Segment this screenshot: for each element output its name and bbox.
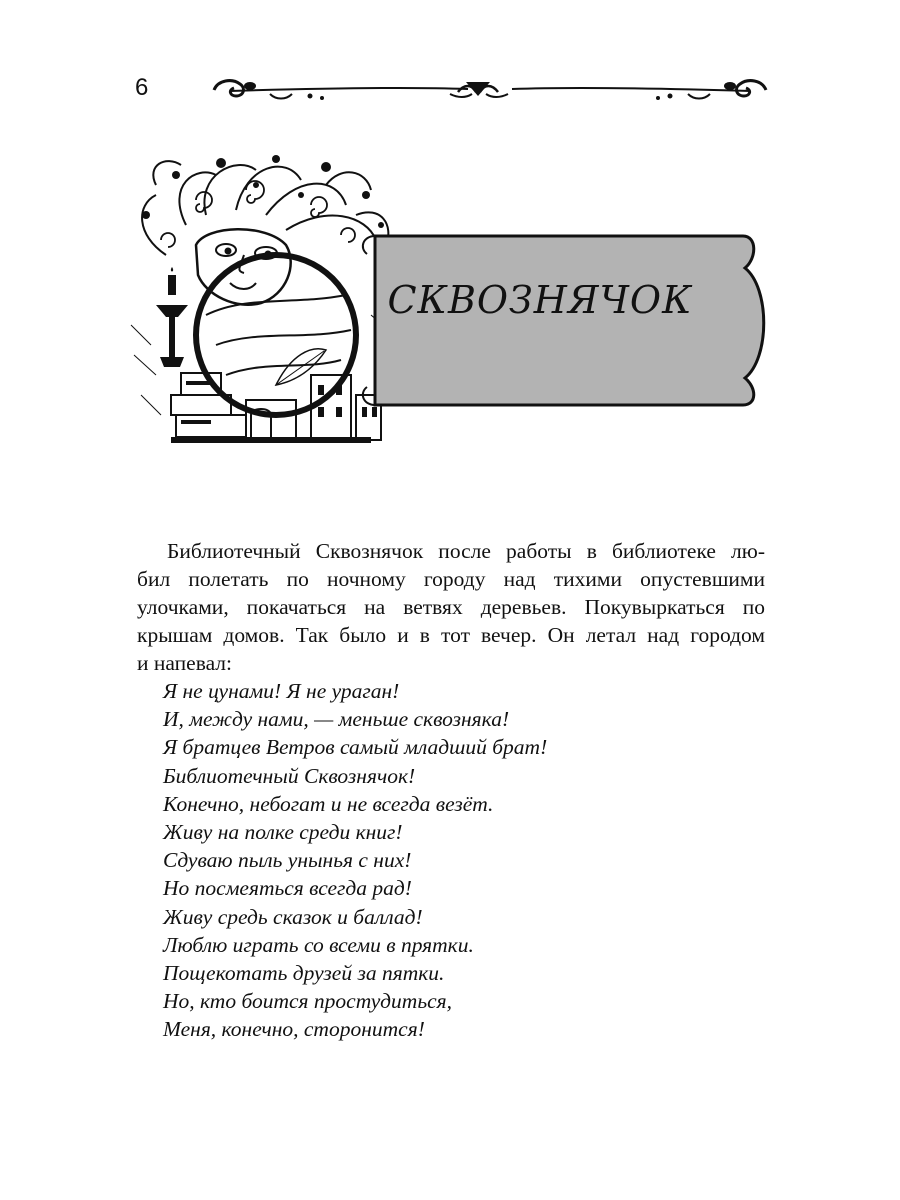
poem-verse: Живу средь сказок и баллад! <box>163 904 423 929</box>
poem-verse: Живу на полке среди книг! <box>163 820 403 845</box>
poem-verse: Я не цунами! Я не ураган! <box>163 679 400 703</box>
poem-verse: Пощекотать друзей за пятки. <box>163 961 445 986</box>
prose-line: улочками, покачаться на ветвях деревьев. Покувыркаться по <box>137 595 765 619</box>
poem-verse: И, между нами, — меньше сквозняка! <box>163 707 510 732</box>
poem-verse: Но посмеяться всегда рад! <box>163 876 412 901</box>
poem <box>163 677 723 1044</box>
prose-line: бил полетать по ночному городу над тихими опустевшими <box>137 567 765 591</box>
poem-verse: Сдуваю пыль унынья с них! <box>163 848 412 873</box>
prose-line: и напевал: <box>137 651 232 675</box>
poem-verse: Люблю играть со всеми в прятки. <box>163 932 474 957</box>
page-number: 6 <box>135 74 149 101</box>
poem-verse: Я братцев Ветров самый младший брат! <box>163 735 548 760</box>
chapter-title: СКВОЗНЯЧОК <box>387 278 693 322</box>
poem-verse: Меня, конечно, сторонится! <box>163 1017 425 1042</box>
prose-line: крышам домов. Так было и в тот вечер. Он летал над городом <box>137 623 765 647</box>
prose-line: Библиотечный Сквознячок после работы в библиотеке лю- <box>167 539 765 563</box>
ornamental-divider-icon <box>210 72 770 106</box>
poem-verse: Но, кто боится простудиться, <box>163 989 453 1014</box>
prose-paragraph <box>137 537 765 677</box>
poem-verse: Конечно, небогат и не всегда везёт. <box>163 791 494 816</box>
poem-verse: Библиотечный Сквознячок! <box>163 763 416 788</box>
